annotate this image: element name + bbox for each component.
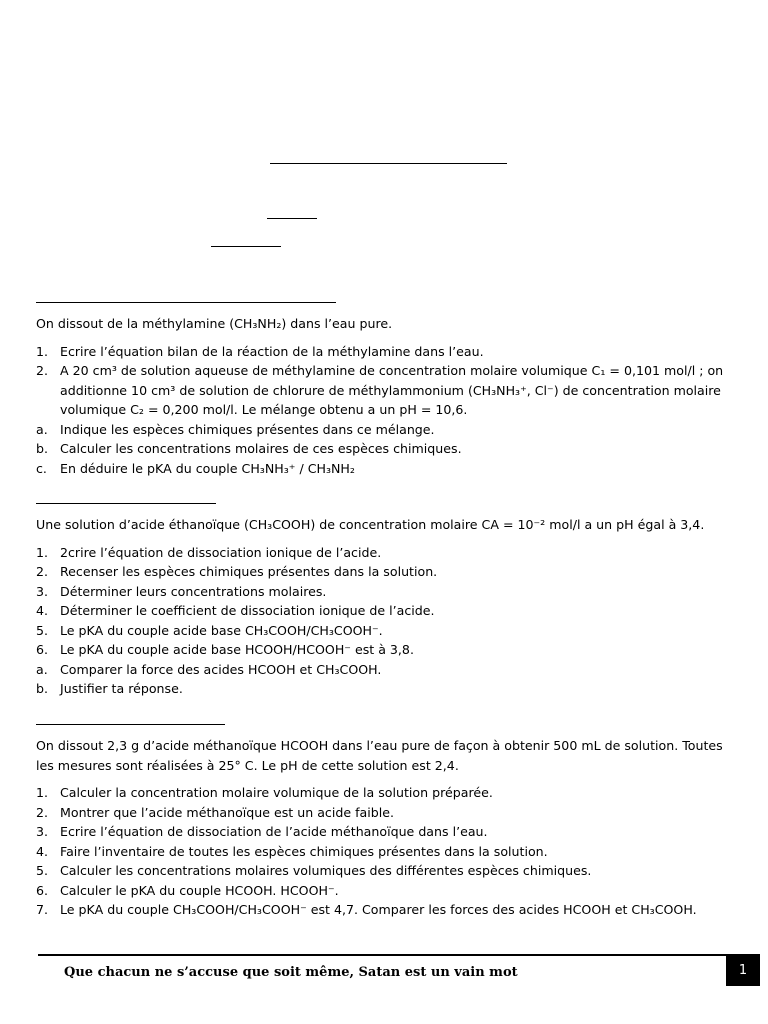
question-text: Calculer les concentrations molaires de ces espèces chimiques.	[60, 441, 462, 456]
footer-motto: Que chacun ne s’accuse que soit même, Satan est un vain mot	[64, 965, 518, 980]
question-number: 1.	[36, 544, 49, 560]
title-blank-line	[270, 163, 507, 164]
question-text: Comparer la force des acides HCOOH et CH₃COOH.	[60, 661, 382, 677]
question-number: 5.	[36, 863, 49, 878]
question-text: Calculer les concentrations molaires volumiques des différentes espèces chimiques.	[60, 863, 592, 878]
question-text: A 20 cm³ de solution aqueuse de méthylamine de concentration molaire volumique C₁ = 0,101 mol/l ; on additionne 10 cm³ de solution de chlorure de méthylammonium (CH₃NH₃⁺, Cl⁻) de concentration molaire volumique C₂ = 0,200 mol/l. Le mélange obtenu a un pH = 10,6.	[60, 363, 724, 417]
question-text: Le pKA du couple CH₃COOH/CH₃COOH⁻ est 4,7. Comparer les forces des acides HCOOH et CH₃COOH.	[60, 902, 697, 917]
footer-rule	[38, 954, 760, 956]
question-text: Montrer que l’acide méthanoïque est un acide faible.	[60, 804, 394, 820]
question-item	[36, 543, 736, 563]
question-text: Recenser les espèces chimiques présentes dans la solution.	[60, 564, 438, 579]
question-number: 2.	[36, 363, 49, 378]
question-item	[36, 601, 736, 621]
question-item	[36, 640, 736, 660]
exercise-3	[36, 736, 736, 920]
question-number: 2.	[36, 804, 49, 820]
question-item	[36, 459, 736, 479]
question-text: Déterminer leurs concentrations molaires.	[60, 583, 327, 599]
question-number: 4.	[36, 603, 49, 618]
question-text: Calculer la concentration molaire volumique de la solution préparée.	[60, 785, 493, 800]
exercise-3-questions	[36, 783, 736, 920]
question-number: 5.	[36, 622, 49, 638]
question-item	[36, 803, 736, 823]
question-number: a.	[36, 661, 48, 677]
question-text: Ecrire l’équation bilan de la réaction de la méthylamine dans l’eau.	[60, 343, 484, 359]
question-item	[36, 842, 736, 862]
question-text: Ecrire l’équation de dissociation de l’acide méthanoïque dans l’eau.	[60, 824, 488, 839]
exercise-3-intro: On dissout 2,3 g d’acide méthanoïque HCOOH dans l’eau pure de façon à obtenir 500 mL de solution. Toutes les mesures sont réalisées à 25° C. Le pH de cette solution est 2,4.	[36, 738, 723, 773]
question-number: 6.	[36, 642, 49, 657]
question-item	[36, 562, 736, 582]
question-number: 1.	[36, 343, 49, 359]
question-text: Le pKA du couple acide base HCOOH/HCOOH⁻ est à 3,8.	[60, 642, 414, 657]
question-item	[36, 420, 736, 440]
question-number: 4.	[36, 843, 49, 859]
question-number: 3.	[36, 583, 49, 599]
question-item	[36, 900, 736, 920]
subtitle-blank-line	[267, 218, 317, 219]
question-item	[36, 660, 736, 680]
question-number: c.	[36, 460, 47, 476]
exercise-2-questions	[36, 543, 736, 699]
question-text: Déterminer le coefficient de dissociation ionique de l’acide.	[60, 603, 435, 618]
exercise-1-questions	[36, 342, 736, 479]
exercise-2	[36, 515, 736, 699]
question-text: Indique les espèces chimiques présentes dans ce mélange.	[60, 421, 435, 437]
question-text: Justifier ta réponse.	[60, 681, 183, 696]
exercise-2-heading-line	[36, 503, 216, 504]
question-item	[36, 783, 736, 803]
question-text: 2crire l’équation de dissociation ionique de l’acide.	[60, 544, 382, 560]
question-text: En déduire le pKA du couple CH₃NH₃⁺ / CH₃NH₂	[60, 460, 355, 476]
question-number: b.	[36, 441, 48, 456]
question-number: 6.	[36, 882, 49, 898]
exercise-1-heading-line	[36, 302, 336, 303]
question-text: Faire l’inventaire de toutes les espèces chimiques présentes dans la solution.	[60, 843, 548, 859]
question-text: Le pKA du couple acide base CH₃COOH/CH₃COOH⁻.	[60, 622, 383, 638]
question-item	[36, 621, 736, 641]
question-number: 2.	[36, 564, 49, 579]
page-number: 1	[726, 956, 760, 986]
question-item	[36, 582, 736, 602]
question-number: 1.	[36, 785, 49, 800]
question-number: 3.	[36, 824, 49, 839]
question-item	[36, 342, 736, 362]
question-item	[36, 861, 736, 881]
exercise-1	[36, 314, 736, 478]
question-item	[36, 679, 736, 699]
exercise-2-intro: Une solution d’acide éthanoïque (CH₃COOH) de concentration molaire CA = 10⁻² mol/l a un pH égal à 3,4.	[36, 517, 705, 532]
question-item	[36, 439, 736, 459]
question-number: a.	[36, 421, 48, 437]
exercise-3-heading-line	[36, 724, 225, 725]
question-number: b.	[36, 681, 48, 696]
name-blank-line	[211, 246, 281, 247]
question-item	[36, 361, 736, 420]
question-number: 7.	[36, 902, 49, 917]
question-item	[36, 881, 736, 901]
question-text: Calculer le pKA du couple HCOOH. HCOOH⁻.	[60, 882, 339, 898]
exercise-1-intro: On dissout de la méthylamine (CH₃NH₂) dans l’eau pure.	[36, 316, 393, 331]
question-item	[36, 822, 736, 842]
